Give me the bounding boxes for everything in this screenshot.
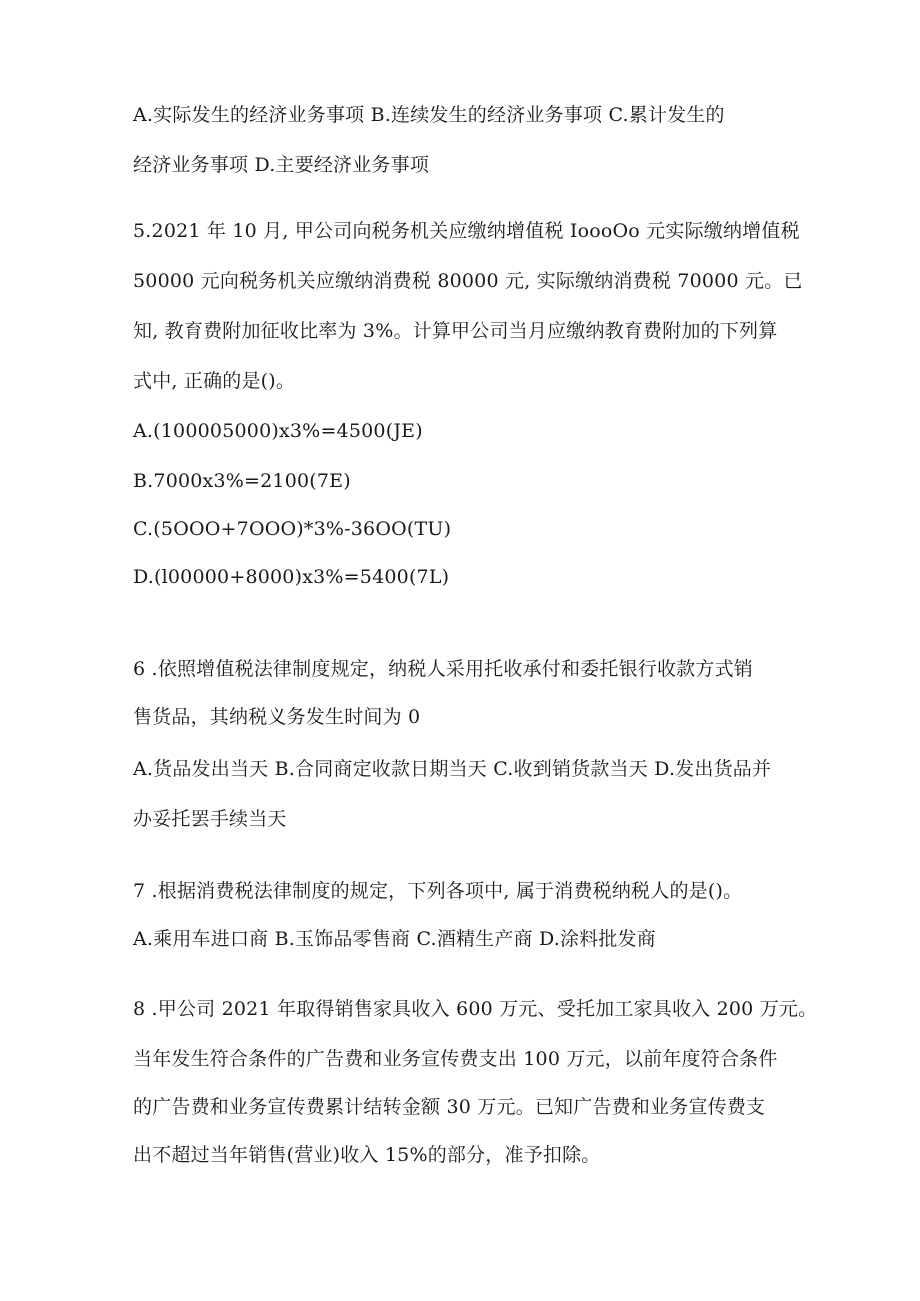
q8-stem-line-4: 出不超过当年销售(营业)收入 15%的部分，准予扣除。 — [133, 1144, 601, 1166]
q8-stem-line-1: 8 .甲公司 2021 年取得销售家具收入 600 万元、受托加工家具收入 200 万元。 — [133, 998, 818, 1020]
q5-stem-line-2: 50000 元向税务机关应缴纳消费税 80000 元, 实际缴纳消费税 70000 元。已 — [133, 270, 803, 292]
q5-option-b: B.7000x3%=2100(7E) — [133, 470, 351, 492]
q5-option-d: D.(l00000+8000)x3%=5400(7L) — [133, 566, 450, 588]
q5-option-c: C.(5OOO+7OOO)*3%-36OO(TU) — [133, 518, 452, 540]
q5-option-a: A.(100005000)x3%=4500(JE) — [133, 420, 423, 442]
q7-options: A.乘用车进口商 B.玉饰品零售商 C.酒精生产商 D.涂料批发商 — [133, 928, 656, 950]
q5-stem-line-1: 5.2021 年 10 月, 甲公司向税务机关应缴纳增值税 IoooOo 元实际缴纳增值税 — [133, 220, 800, 242]
q8-stem-line-2: 当年发生符合条件的广告费和业务宣传费支出 100 万元，以前年度符合条件 — [133, 1048, 778, 1070]
q5-stem-line-3: 知, 教育费附加征收比率为 3%。计算甲公司当月应缴纳教育费附加的下列算 — [133, 320, 778, 342]
q6-options-line-2: 办妥托罢手续当天 — [133, 808, 287, 830]
q6-stem-line-2: 售货品，其纳税义务发生时间为 0 — [133, 706, 421, 728]
q5-stem-line-4: 式中, 正确的是()。 — [133, 370, 296, 392]
q7-stem: 7 .根据消费税法律制度的规定，下列各项中, 属于消费税纳税人的是()。 — [133, 880, 743, 902]
q4-options-line-1: A.实际发生的经济业务事项 B.连续发生的经济业务事项 C.累计发生的 — [133, 104, 725, 126]
q8-stem-line-3: 的广告费和业务宣传费累计结转金额 30 万元。已知广告费和业务宣传费支 — [133, 1096, 766, 1118]
q4-options-line-2: 经济业务事项 D.主要经济业务事项 — [133, 154, 430, 176]
q6-stem-line-1: 6 .依照增值税法律制度规定，纳税人采用托收承付和委托银行收款方式销 — [133, 658, 753, 680]
q6-options-line-1: A.货品发出当天 B.合同商定收款日期当天 C.收到销货款当天 D.发出货品并 — [133, 758, 772, 780]
